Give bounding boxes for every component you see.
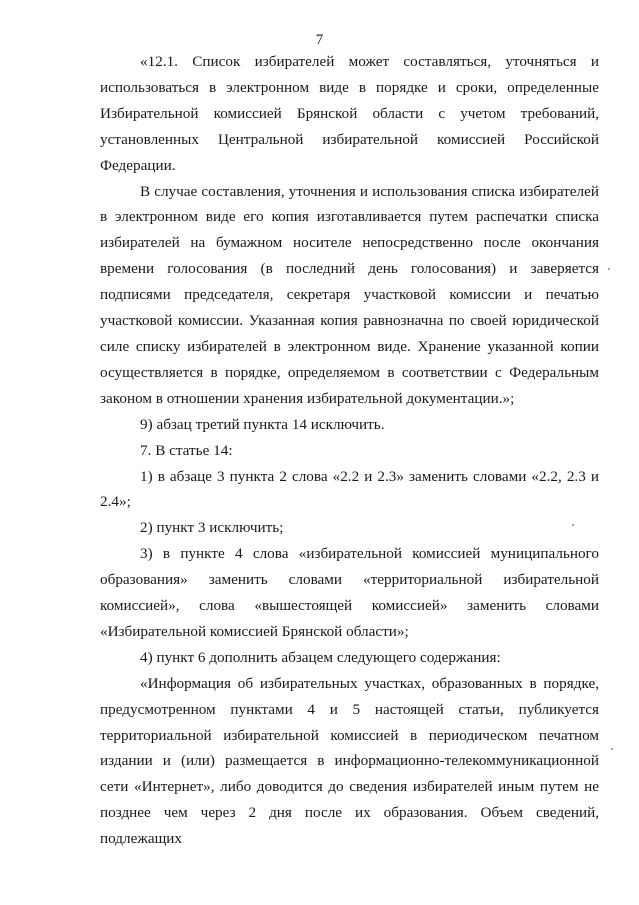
paragraph-electronic-list-copy: В случае составления, уточнения и использования списка избирателей в электронном виде его копия изготавливается путем распечатки списка избирателей на бумажном носителе непосредственно после окончания времени голосования (в последний день голосования) и заверяется подписями председателя, секретаря участковой комиссии и печатью участковой комиссии. Указанная копия равнозначна по своей юридической силе списку избирателей в электронном виде. Хранение указанной копии осуществляется в порядке, определяемом в соответствии с Федеральным законом в отношении хранения избирательной документации.»;: [100, 182, 599, 407]
paragraph-article-14-heading: 7. В статье 14:: [140, 441, 233, 459]
paragraph-item-3: 3) в пункте 4 слова «избирательной комиссией муниципального образования» заменить словами «территориальной избирательной комиссией», слова «вышестоящей комиссией» заменить словами «Избирательной комиссией Брянской области»;: [100, 545, 599, 640]
page-number: 7: [315, 32, 324, 48]
scan-speck: [572, 524, 574, 526]
scan-speck: [608, 268, 610, 270]
paragraph-item-9: 9) абзац третий пункта 14 исключить.: [140, 415, 385, 433]
scan-speck: [611, 748, 613, 750]
paragraph-item-1: 1) в абзаце 3 пункта 2 слова «2.2 и 2.3» заменить словами «2.2, 2.3 и 2.4»;: [100, 467, 599, 511]
paragraph-polling-stations-info: «Информация об избирательных участках, образованных в порядке, предусмотренном пунктами 4 и 5 настоящей статьи, публикуется территориальной избирательной комиссией в периодическом печатном издании и (или) размещается в информационно-телекоммуникационной сети «Интернет», либо доводится до сведения избирателей иным путем не позднее чем через 2 дня после их образования. Объем сведений, подлежащих: [100, 674, 599, 848]
paragraph-12-1: «12.1. Список избирателей может составляться, уточняться и использоваться в электронном виде в порядке и сроки, определенные Избирательной комиссией Брянской области с учетом требований, установленных Центральной избирательной комиссией Российской Федерации.: [100, 53, 599, 174]
document-body: [100, 49, 599, 852]
paragraph-item-4: 4) пункт 6 дополнить абзацем следующего содержания:: [140, 648, 501, 666]
paragraph-item-2: 2) пункт 3 исключить;: [140, 519, 284, 537]
